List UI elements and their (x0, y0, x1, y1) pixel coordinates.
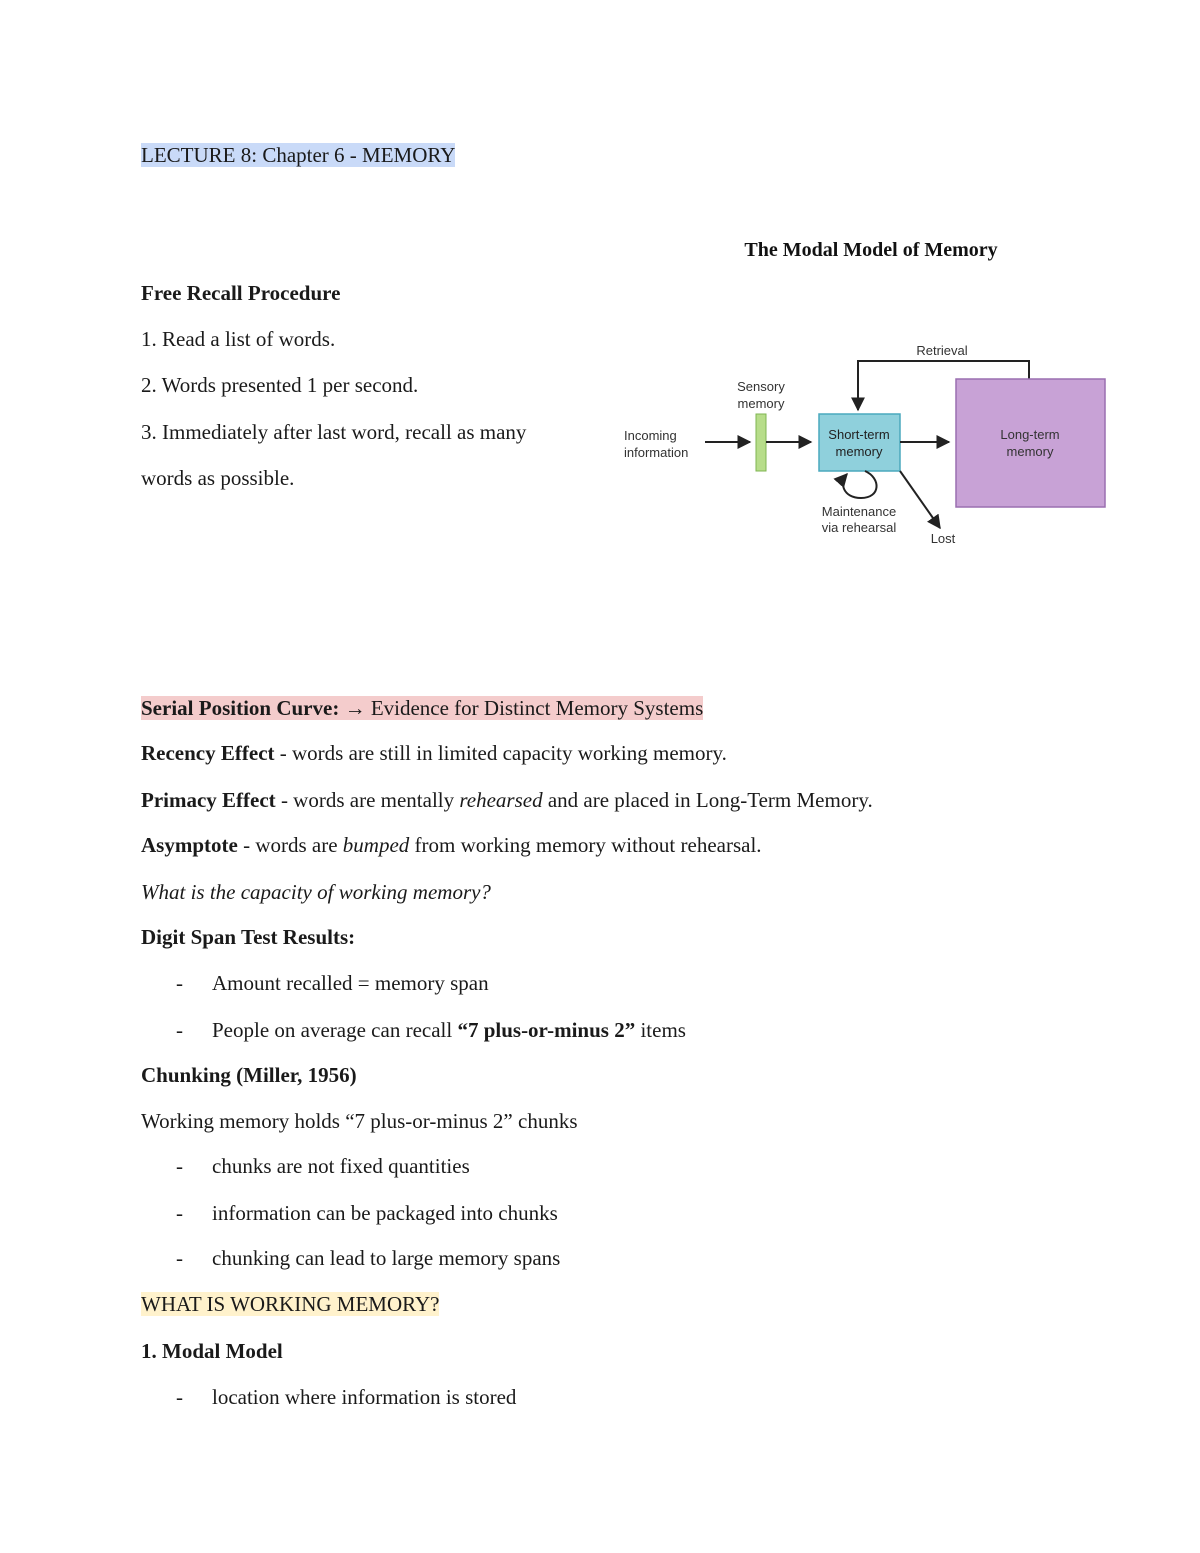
free-recall-heading: Free Recall Procedure (141, 281, 341, 305)
maintenance-label-2: via rehearsal (821, 520, 897, 535)
primacy-effect-line: Primacy Effect - words are mentally rehearsed and are placed in Long-Term Memory. (141, 788, 873, 812)
retrieval-label: Retrieval (916, 343, 968, 358)
long-term-memory-box (956, 379, 1105, 507)
sensory-label-2: memory (737, 396, 785, 411)
stm-label-1: Short-term (828, 427, 890, 442)
free-recall-step-3: 3. Immediately after last word, recall as many (141, 420, 527, 444)
chunking-bullet-3: chunking can lead to large memory spans (212, 1246, 561, 1270)
stm-label-2: memory (835, 444, 883, 459)
serial-position-heading: Serial Position Curve: → Evidence for Distinct Memory Systems (141, 696, 704, 720)
chunking-heading: Chunking (Miller, 1956) (141, 1063, 357, 1087)
sensory-memory-bar (756, 414, 766, 471)
capacity-question: What is the capacity of working memory? (141, 880, 491, 904)
figure-title: The Modal Model of Memory (744, 239, 998, 261)
working-memory-heading: WHAT IS WORKING MEMORY? (141, 1292, 440, 1316)
ltm-label-1: Long-term (1000, 427, 1060, 442)
lost-label: Lost (930, 531, 956, 546)
chunking-line: Working memory holds “7 plus-or-minus 2” chunks (141, 1109, 578, 1133)
incoming-label-2: information (624, 445, 689, 460)
bullet-dash: - (176, 1385, 183, 1409)
bullet-dash: - (176, 971, 183, 995)
digit-span-bullet-1: Amount recalled = memory span (212, 971, 489, 995)
digit-span-bullet-2: People on average can recall “7 plus-or-minus 2” items (212, 1018, 686, 1042)
free-recall-step-3-cont: words as possible. (141, 466, 295, 490)
ltm-label-2: memory (1006, 444, 1054, 459)
incoming-label-1: Incoming (624, 428, 677, 443)
bullet-dash: - (176, 1018, 183, 1042)
bullet-dash: - (176, 1201, 183, 1225)
digit-span-heading: Digit Span Test Results: (141, 925, 356, 949)
recency-effect-line: Recency Effect - words are still in limited capacity working memory. (141, 741, 727, 765)
free-recall-step-2: 2. Words presented 1 per second. (141, 373, 419, 397)
modal-model-subheading: 1. Modal Model (141, 1339, 283, 1363)
chunking-bullet-2: information can be packaged into chunks (212, 1201, 558, 1225)
modal-model-figure (615, 228, 1115, 568)
rehearsal-loop-arrow (843, 471, 876, 498)
modal-model-bullet: location where information is stored (212, 1385, 517, 1409)
chunking-bullet-1: chunks are not fixed quantities (212, 1154, 470, 1178)
short-term-memory-box (819, 414, 900, 471)
free-recall-step-1: 1. Read a list of words. (141, 327, 336, 351)
maintenance-label-1: Maintenance (821, 504, 897, 519)
page-title: LECTURE 8: Chapter 6 - MEMORY (141, 143, 456, 167)
bullet-dash: - (176, 1154, 183, 1178)
lost-arrow (900, 471, 940, 528)
bullet-dash: - (176, 1246, 183, 1270)
sensory-label-1: Sensory (737, 379, 785, 394)
asymptote-line: Asymptote - words are bumped from working memory without rehearsal. (141, 833, 762, 857)
